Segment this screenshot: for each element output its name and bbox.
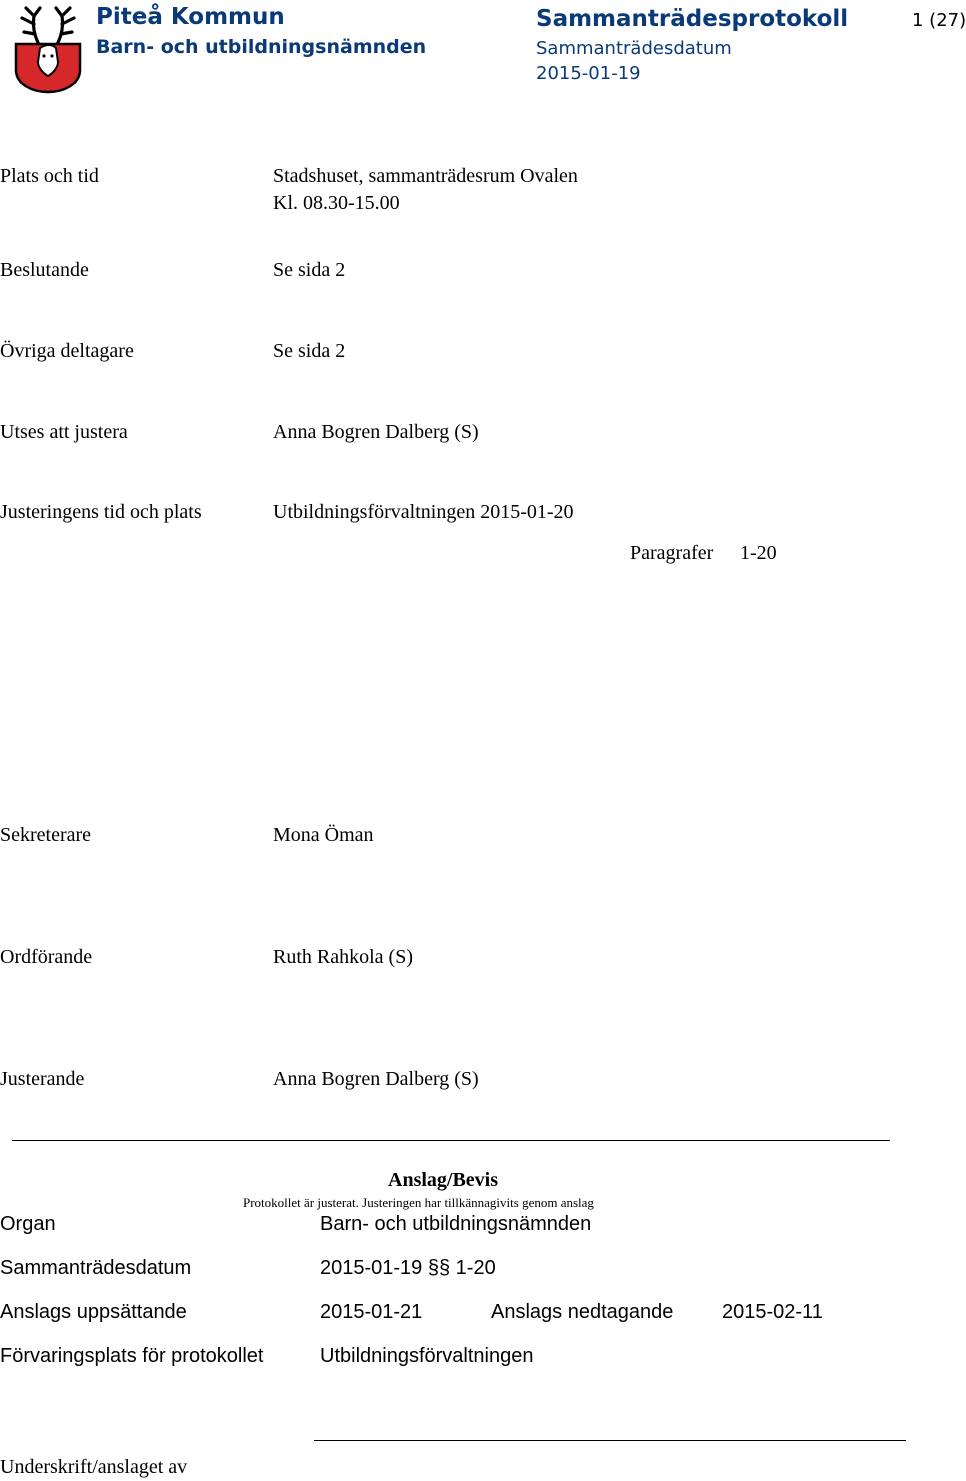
deciding-label: Beslutande bbox=[0, 259, 89, 281]
place-value: Stadshuset, sammanträdesrum Ovalen bbox=[273, 165, 578, 187]
deciding-value: Se sida 2 bbox=[273, 259, 346, 281]
notice-subtitle: Protokollet är justerat. Justeringen har tillkännagivits genom anslag bbox=[243, 1195, 594, 1210]
signature-line bbox=[314, 1440, 906, 1441]
storage-value: Utbildningsförvaltningen bbox=[320, 1345, 534, 1367]
adjust-time-label: Justeringens tid och plats bbox=[0, 501, 202, 523]
meeting-date: 2015-01-19 bbox=[536, 63, 641, 84]
chair-value: Ruth Rahkola (S) bbox=[273, 946, 413, 968]
signature-label: Underskrift/anslaget av bbox=[0, 1456, 188, 1478]
organization-name: Piteå Kommun bbox=[96, 4, 285, 30]
time-value: Kl. 08.30-15.00 bbox=[273, 192, 400, 214]
chair-label: Ordförande bbox=[0, 946, 93, 968]
notice-date-label: Sammanträdesdatum bbox=[0, 1257, 192, 1279]
storage-label: Förvaringsplats för protokollet bbox=[0, 1345, 264, 1367]
posted-label: Anslags uppsättande bbox=[0, 1301, 187, 1323]
removed-label: Anslags nedtagande bbox=[491, 1301, 674, 1323]
document-type: Sammanträdesprotokoll bbox=[536, 6, 849, 32]
organ-label: Organ bbox=[0, 1213, 56, 1235]
adjusting-label: Justerande bbox=[0, 1068, 85, 1090]
notice-date-value: 2015-01-19 §§ 1-20 bbox=[320, 1257, 496, 1279]
posted-value: 2015-01-21 bbox=[320, 1301, 423, 1323]
paragraphs-value: 1-20 bbox=[740, 542, 777, 564]
paragraphs-label: Paragrafer bbox=[630, 542, 714, 564]
adjusting-value: Anna Bogren Dalberg (S) bbox=[273, 1068, 479, 1090]
adjuster-label: Utses att justera bbox=[0, 421, 128, 443]
department-name: Barn- och utbildningsnämnden bbox=[96, 36, 427, 58]
adjust-time-value: Utbildningsförvaltningen 2015-01-20 bbox=[273, 501, 574, 523]
others-label: Övriga deltagare bbox=[0, 340, 134, 362]
adjuster-value: Anna Bogren Dalberg (S) bbox=[273, 421, 479, 443]
page-number: 1 (27) bbox=[912, 10, 966, 31]
notice-divider bbox=[12, 1140, 890, 1141]
others-value: Se sida 2 bbox=[273, 340, 346, 362]
secretary-value: Mona Öman bbox=[273, 824, 374, 846]
reindeer-crest-icon bbox=[12, 4, 84, 94]
secretary-label: Sekreterare bbox=[0, 824, 92, 846]
place-label: Plats och tid bbox=[0, 165, 99, 187]
organ-value: Barn- och utbildningsnämnden bbox=[320, 1213, 592, 1235]
notice-title: Anslag/Bevis bbox=[388, 1169, 499, 1191]
meeting-date-label: Sammanträdesdatum bbox=[536, 38, 732, 59]
removed-value: 2015-02-11 bbox=[722, 1301, 823, 1323]
